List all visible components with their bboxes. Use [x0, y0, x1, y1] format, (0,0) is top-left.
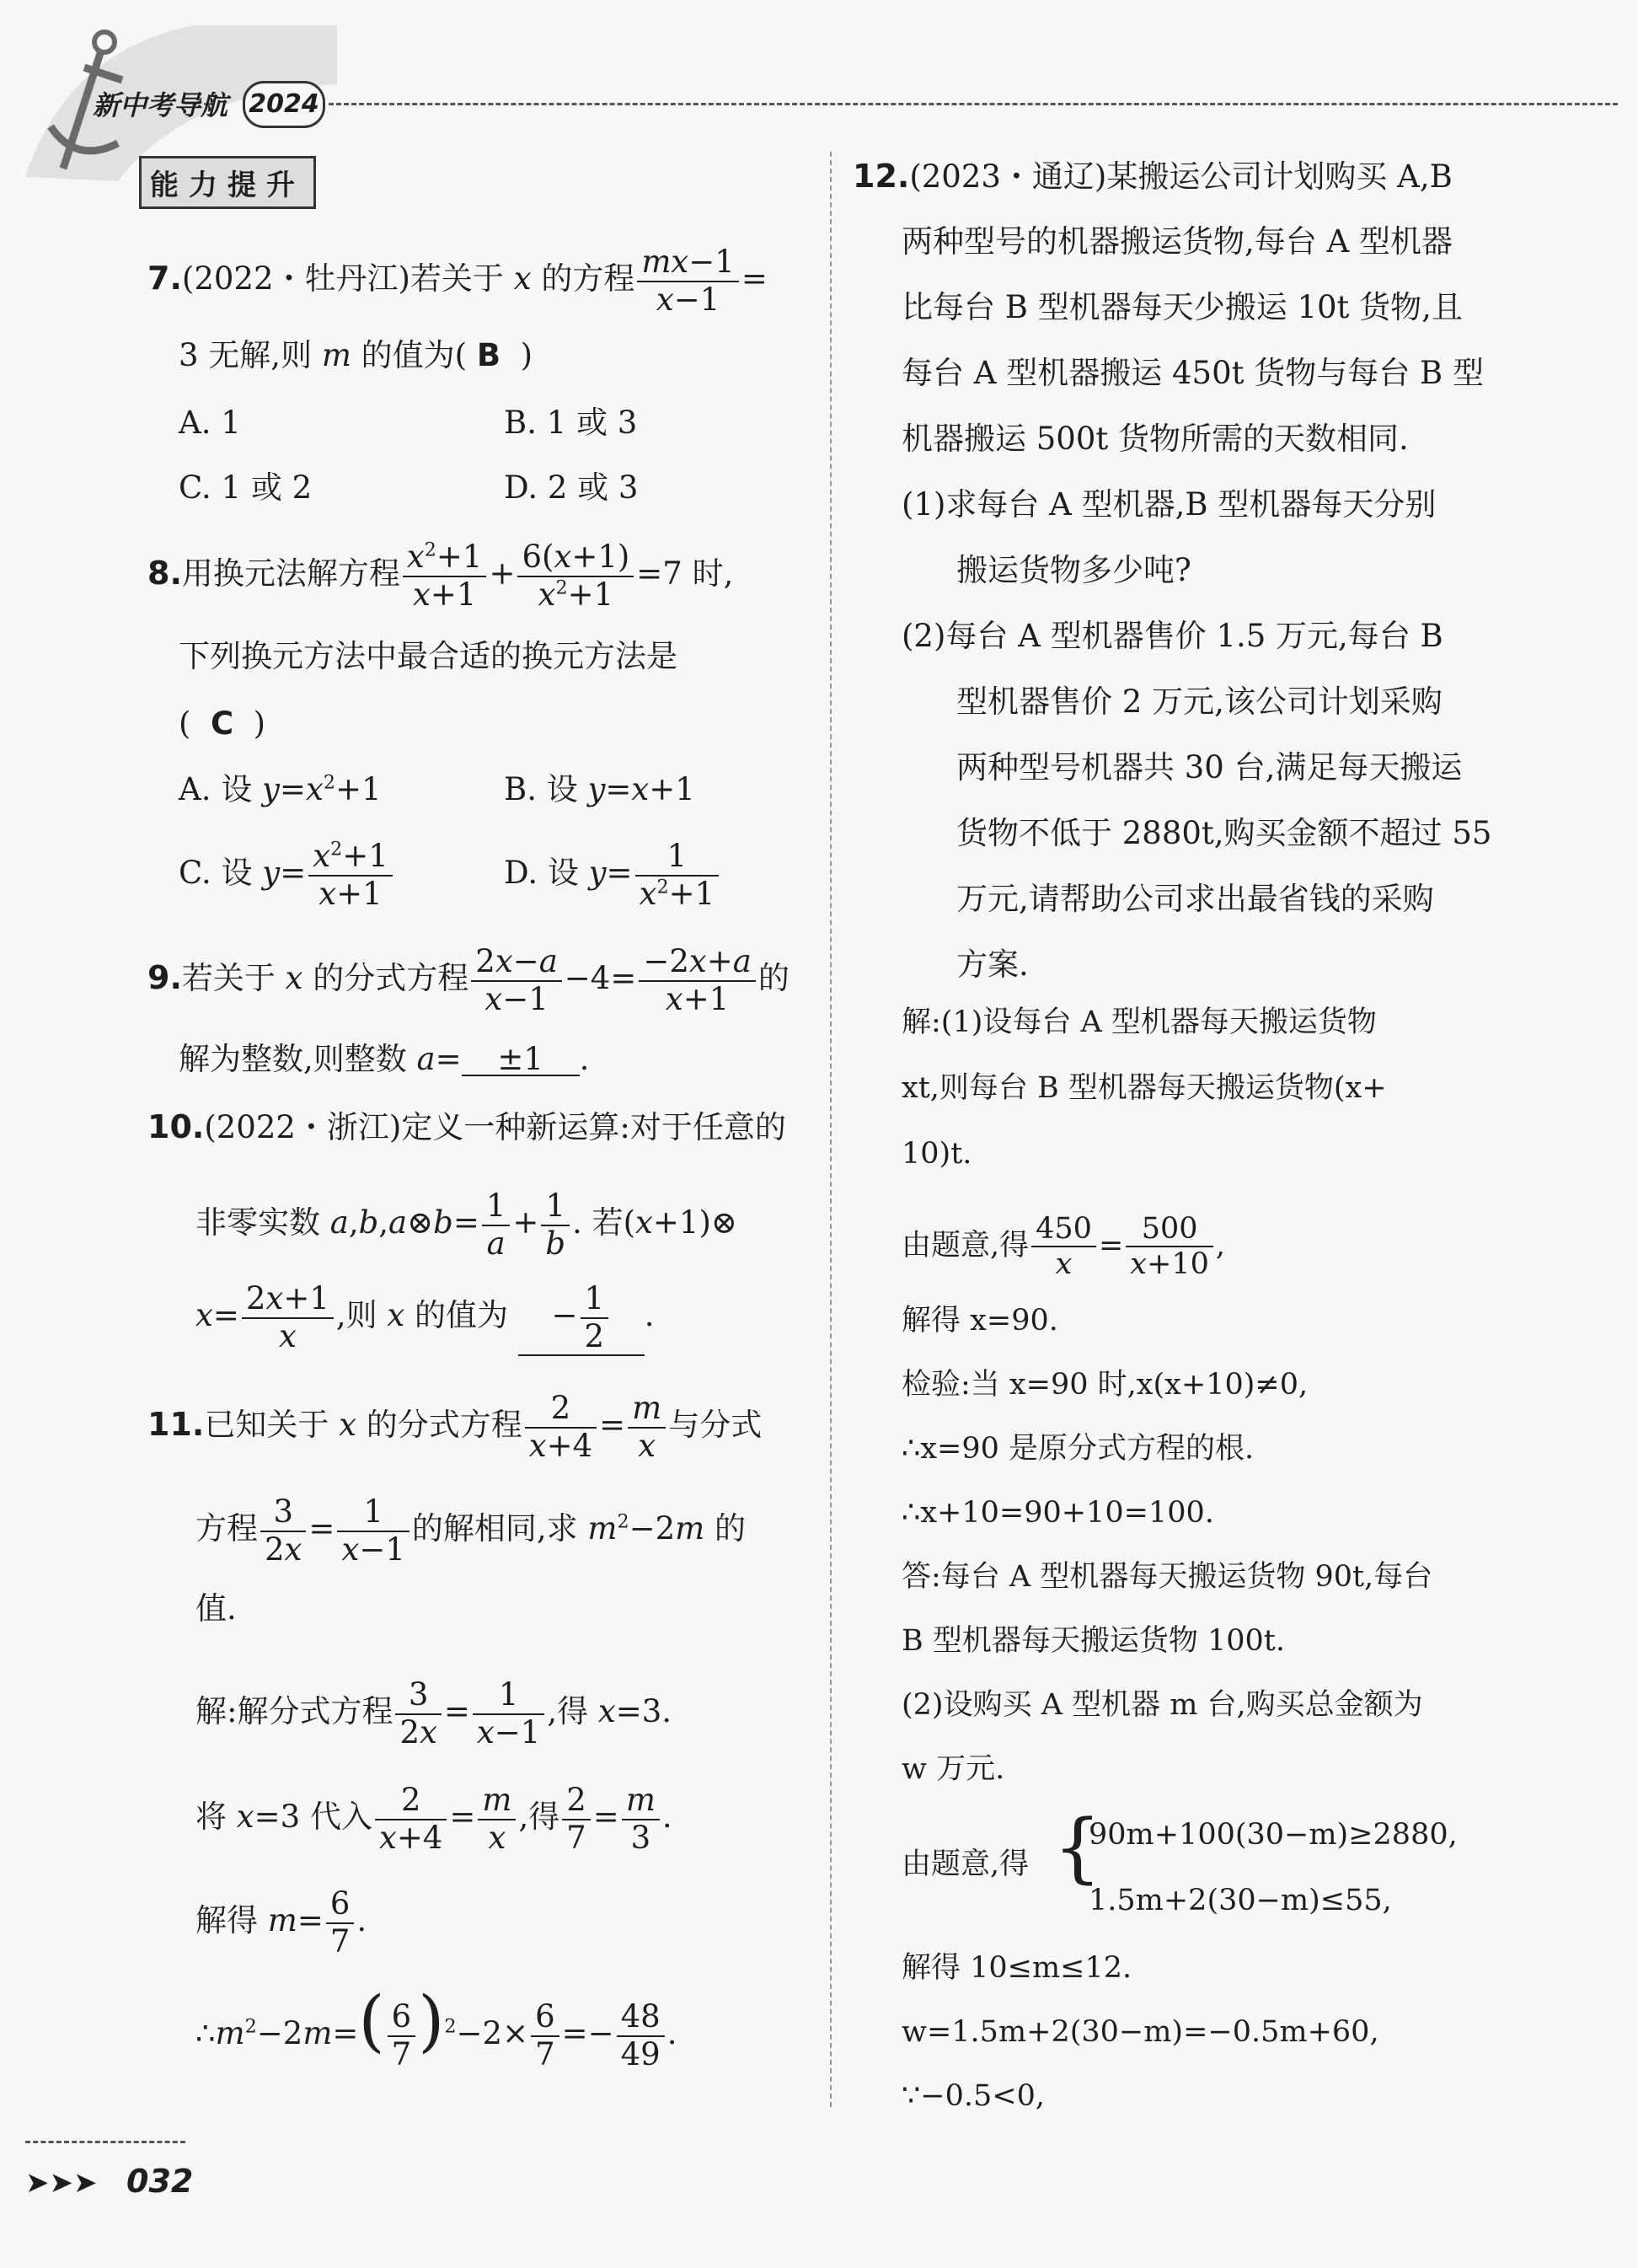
question-7-line-1: 7.(2022・牡丹江)若关于 x 的方程 $\frac{mx-1}{x-1}$ =	[147, 244, 768, 318]
solution-12-line-5: 检验:当 x=90 时,x(x+10)≠0,	[902, 1368, 1309, 1402]
solution-11-step-2: 将 x=3 代入 $\frac{2}{x+4}$ = $\frac{m}{x}$ ,得 $\frac{2}{7}$ = $\frac{m}{3}$ .	[195, 1782, 672, 1856]
solution-12-line-3: 10)t.	[902, 1137, 972, 1171]
question-12-part-2-line-1: (2)每台 A 型机器售价 1.5 万元,每台 B	[902, 618, 1443, 654]
question-11-line-2: 方程 $\frac{3}{2x}$ = $\frac{1}{x-1}$ 的解相同,求 $m^2-2m$ 的	[195, 1493, 747, 1568]
header-dashed-rule	[329, 103, 1618, 105]
option-7D: D. 2 或 3	[504, 469, 639, 506]
solution-11-step-3: 解得 m= $\frac{6}{7}$ .	[195, 1885, 367, 1960]
footer-dashed-rule	[25, 2141, 185, 2143]
question-12-part-2-line-2: 型机器售价 2 万元,该公司计划采购	[956, 684, 1443, 720]
section-label: 能力提升	[139, 156, 316, 209]
option-8B: B. 设 y=x+1	[504, 771, 695, 807]
system-inequality-1: 90m+100(30−m)≥2880,	[1089, 1818, 1458, 1852]
question-12-part-1-line-2: 搬运货物多少吨?	[956, 552, 1191, 588]
solution-12-equation: 由题意,得 $\frac{450}{x}$ = $\frac{500}{x+10}$ ,	[902, 1212, 1226, 1282]
answer-7: B	[476, 337, 501, 373]
question-12-part-1-line-1: (1)求每台 A 型机器,B 型机器每天分别	[902, 486, 1437, 523]
question-8-line-2: 下列换元方法中最合适的换元方法是	[179, 638, 677, 674]
question-12-part-2-line-3: 两种型号机器共 30 台,满足每天搬运	[956, 749, 1463, 785]
solution-12-line-9: B 型机器每天搬运货物 100t.	[902, 1624, 1285, 1658]
solution-11-step-1: 解:解分式方程 $\frac{3}{2x}$ = $\frac{1}{x-1}$ ,得 x=3.	[195, 1676, 672, 1751]
question-10-line-1: 10.(2022・浙江)定义一种新运算:对于任意的	[147, 1108, 786, 1145]
header-year-badge: 2024	[243, 81, 325, 128]
question-7-line-2: 3 无解,则 m 的值为( B )	[179, 337, 533, 373]
answer-8: C	[210, 705, 234, 742]
solution-12-line-10: (2)设购买 A 型机器 m 台,购买总金额为	[902, 1688, 1423, 1722]
solution-12-line-12: 解得 10≤m≤12.	[902, 1951, 1132, 1985]
solution-12-line-13: w=1.5m+2(30−m)=−0.5m+60,	[902, 2015, 1379, 2049]
question-8-line-1: 8.用换元法解方程 $\frac{x^2+1}{x+1}$ + $\frac{6(x+1)}{x^2+1}$ =7 时,	[147, 539, 734, 613]
column-divider	[830, 152, 832, 2107]
option-7B: B. 1 或 3	[504, 405, 638, 441]
answer-9: ±1	[462, 1043, 580, 1076]
question-8-line-3: ( C )	[179, 705, 266, 742]
question-12-line-5: 机器搬运 500t 货物所需的天数相同.	[902, 421, 1409, 457]
solution-12-line-4: 解得 x=90.	[902, 1304, 1058, 1338]
question-12-part-2-line-4: 货物不低于 2880t,购买金额不超过 55	[956, 815, 1492, 851]
header-title: 新中考导航	[93, 89, 228, 121]
solution-12-line-7: ∴x+10=90+10=100.	[902, 1496, 1214, 1530]
solution-12-system-label: 由题意,得	[902, 1847, 1030, 1881]
question-9-line-1: 9.若关于 x 的分式方程 $\frac{2x-a}{x-1}$ −4= $\frac{-2x+a}{x+1}$ 的	[147, 943, 790, 1017]
answer-10: − $\frac{1}{2}$	[518, 1281, 645, 1356]
option-7A: A. 1	[179, 405, 241, 441]
page-number: 032	[126, 2163, 194, 2200]
solution-12-line-1: 解:(1)设每台 A 型机器每天搬运货物	[902, 1005, 1377, 1039]
system-inequality-2: 1.5m+2(30−m)≤55,	[1089, 1884, 1392, 1917]
question-12-part-2-line-6: 方案.	[956, 946, 1029, 983]
solution-12-line-11: w 万元.	[902, 1752, 1005, 1786]
question-9-line-2: 解为整数,则整数 a= ±1 .	[179, 1041, 590, 1077]
system-brace: {	[1053, 1804, 1102, 1892]
option-8C: C. 设 y= $\frac{x^2+1}{x+1}$	[179, 839, 395, 912]
option-8A: A. 设 $y=x^2+1$	[179, 771, 382, 807]
fraction: $\frac{mx-1}{x-1}$	[637, 244, 739, 318]
solution-12-line-6: ∴x=90 是原分式方程的根.	[902, 1432, 1255, 1466]
question-12-line-3: 比每台 B 型机器每天少搬运 10t 货物,且	[902, 289, 1463, 325]
question-10-line-2: 非零实数 a,b,a⊗b= $\frac{1}{a}$ + $\frac{1}{b}$ . 若(x+1)⊗	[195, 1188, 737, 1262]
option-8D: D. 设 y= $\frac{1}{x^2+1}$	[504, 839, 721, 912]
question-12-line-4: 每台 A 型机器搬运 450t 货物与每台 B 型	[902, 355, 1484, 391]
question-12-line-2: 两种型号的机器搬运货物,每台 A 型机器	[902, 223, 1453, 260]
question-12-part-2-line-5: 万元,请帮助公司求出最省钱的采购	[956, 881, 1434, 917]
footer-arrows-icon: ➤➤➤	[25, 2166, 98, 2200]
solution-11-step-4: $\therefore m^2-2m=$( $\frac{6}{7}$ )$^2$−2× $\frac{6}{7}$ =− $\frac{48}{49}$ .	[195, 1981, 677, 2072]
solution-12-line-14: ∵−0.5<0,	[902, 2079, 1045, 2113]
question-11-line-3: 值.	[195, 1590, 237, 1627]
option-7C: C. 1 或 2	[179, 469, 313, 506]
question-10-line-3: x= $\frac{2x+1}{x}$ ,则 x 的值为 − $\frac{1}{2}$ .	[195, 1281, 655, 1356]
question-11-line-1: 11.已知关于 x 的分式方程 $\frac{2}{x+4}$ = $\frac{m}{x}$ 与分式	[147, 1390, 763, 1464]
solution-12-line-8: 答:每台 A 型机器每天搬运货物 90t,每台	[902, 1560, 1433, 1594]
solution-12-line-2: xt,则每台 B 型机器每天搬运货物(x+	[902, 1071, 1387, 1105]
question-12-line-1: 12.(2023・通辽)某搬运公司计划购买 A,B	[853, 158, 1453, 195]
